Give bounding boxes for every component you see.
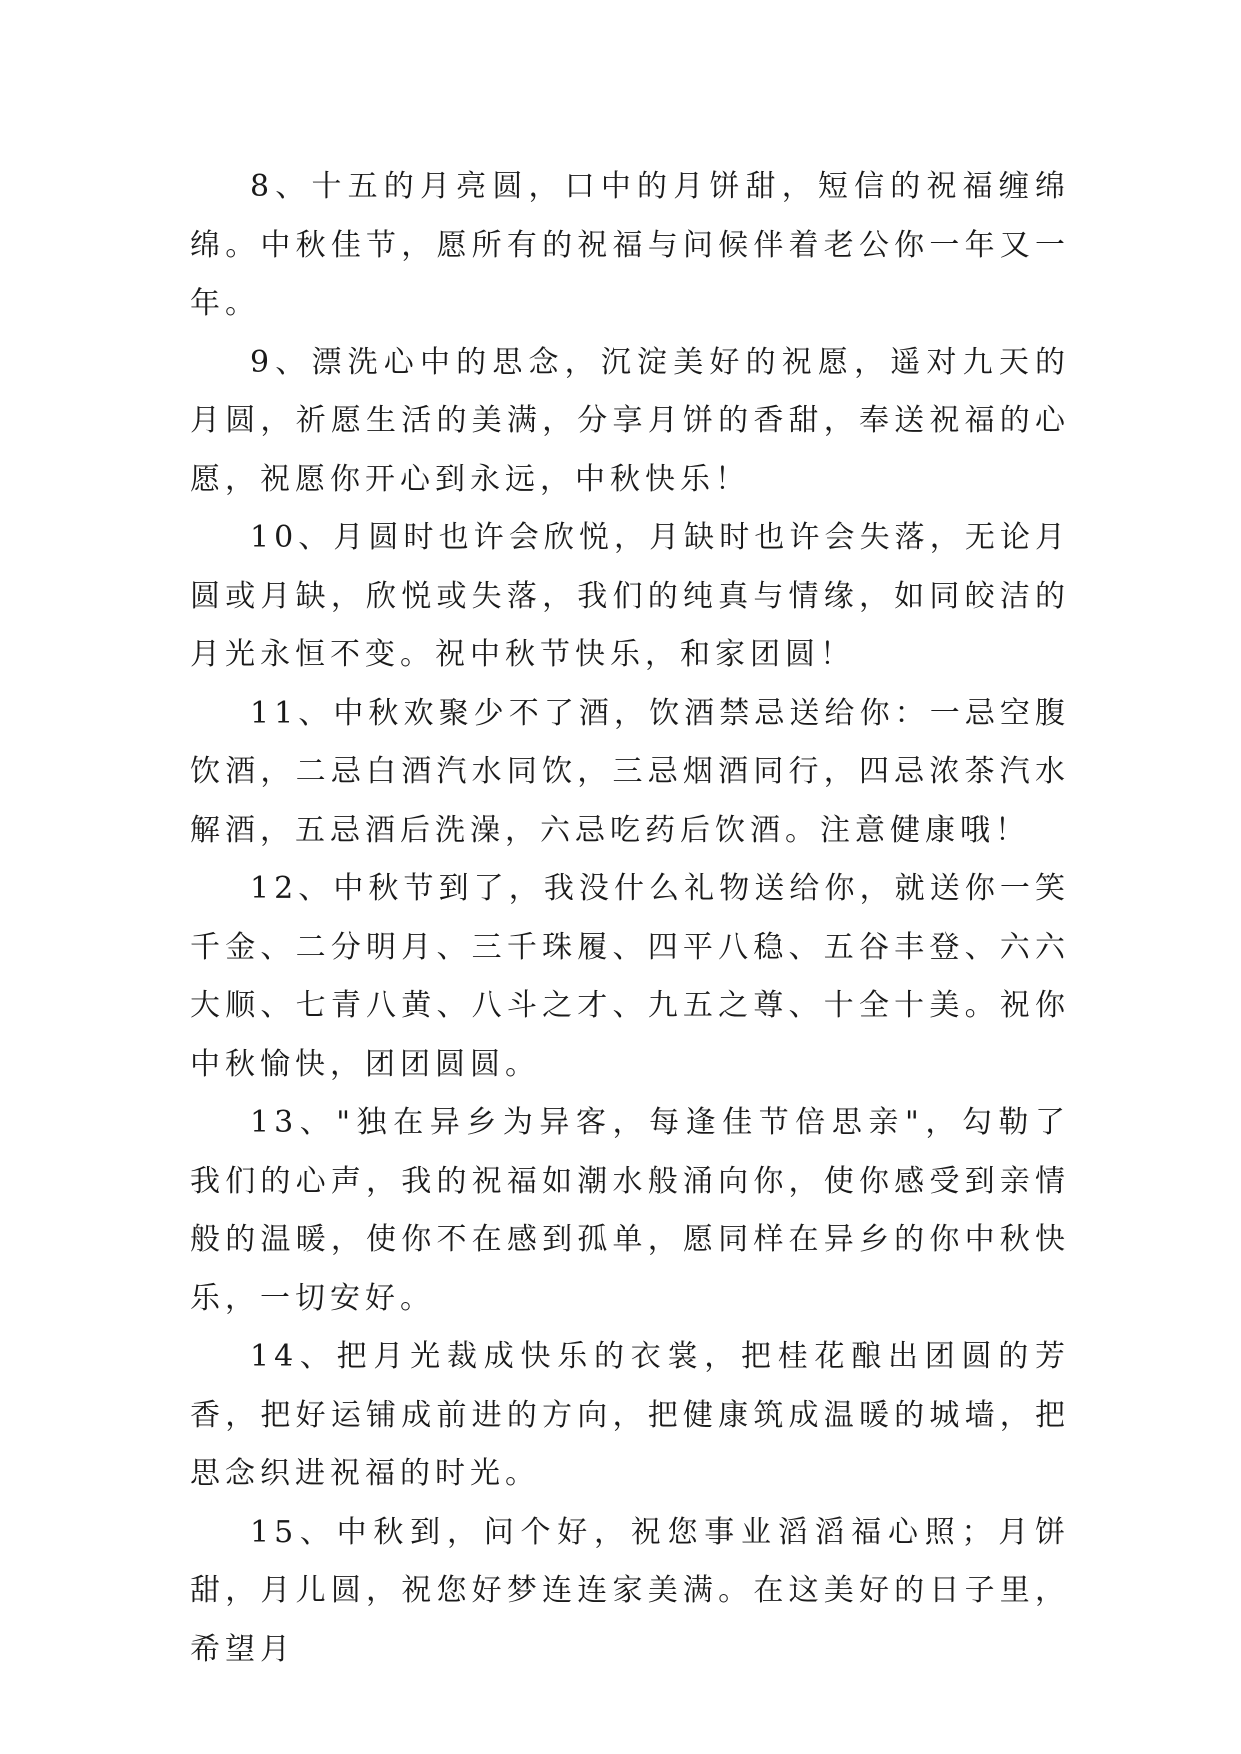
paragraph-15: 15、中秋到，问个好，祝您事业滔滔福心照；月饼甜，月儿圆，祝您好梦连连家美满。在这美好的日子里，希望月	[190, 1514, 1070, 1667]
paragraph-8: 8、十五的月亮圆，口中的月饼甜，短信的祝福缠绵绵。中秋佳节，愿所有的祝福与问候伴着老公你一年又一年。	[190, 169, 1070, 321]
paragraph-14: 14、把月光裁成快乐的衣裳，把桂花酿出团圆的芳香，把好运铺成前进的方向，把健康筑成温暖的城墙，把思念织进祝福的时光。	[190, 1339, 1070, 1491]
document-body	[190, 158, 1070, 1679]
paragraph-10: 10、月圆时也许会欣悦，月缺时也许会失落，无论月圆或月缺，欣悦或失落，我们的纯真与情缘，如同皎洁的月光永恒不变。祝中秋节快乐，和家团圆！	[190, 520, 1070, 672]
paragraph-9: 9、漂洗心中的思念，沉淀美好的祝愿，遥对九天的月圆，祈愿生活的美满，分享月饼的香甜，奉送祝福的心愿，祝愿你开心到永远，中秋快乐！	[190, 344, 1070, 497]
paragraph-11: 11、中秋欢聚少不了酒，饮酒禁忌送给你：一忌空腹饮酒，二忌白酒汽水同饮，三忌烟酒同行，四忌浓茶汽水解酒，五忌酒后洗澡，六忌吃药后饮酒。注意健康哦！	[190, 695, 1070, 848]
paragraph-13: 13、"独在异乡为异客，每逢佳节倍思亲"，勾勒了我们的心声，我的祝福如潮水般涌向你，使你感受到亲情般的温暖，使你不在感到孤单，愿同样在异乡的你中秋快乐，一切安好。	[190, 1105, 1070, 1316]
paragraph-12: 12、中秋节到了，我没什么礼物送给你，就送你一笑千金、二分明月、三千珠履、四平八稳、五谷丰登、六六大顺、七青八黄、八斗之才、九五之尊、十全十美。祝你中秋愉快，团团圆圆。	[190, 871, 1070, 1082]
